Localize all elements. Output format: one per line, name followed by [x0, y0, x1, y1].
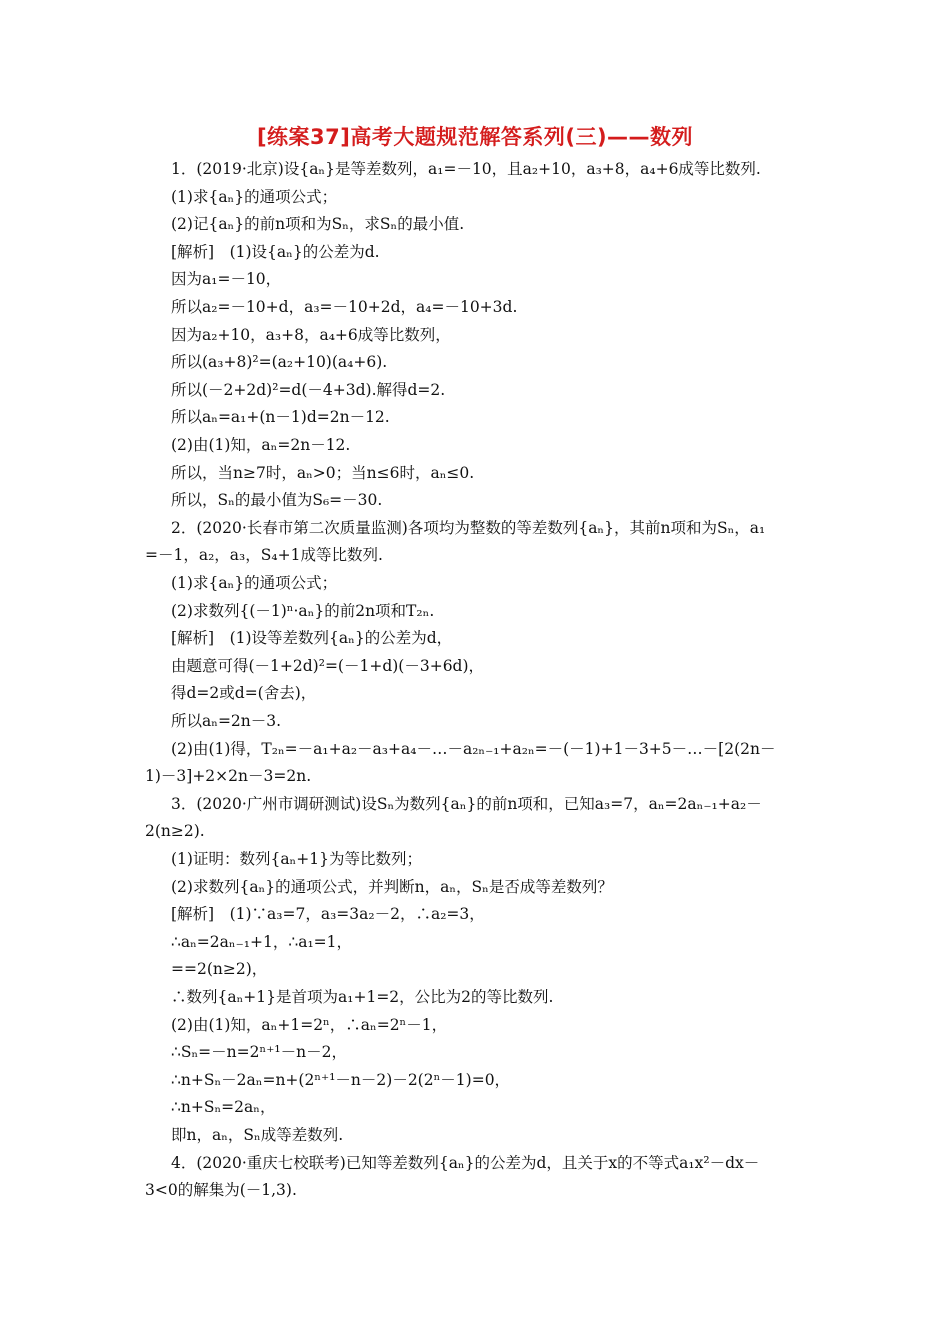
- text-line: ∴aₙ=2aₙ₋₁+1，∴a₁=1，: [171, 932, 353, 951]
- text-line: [解析] (1)∵a₃=7，a₃=3a₂－2，∴a₂=3，: [171, 905, 485, 924]
- text-line: (2)记{aₙ}的前n项和为Sₙ，求Sₙ的最小值.: [171, 215, 465, 234]
- text-line: 因为a₁=－10，: [171, 270, 282, 289]
- text-line: 1．(2019·北京)设{aₙ}是等差数列，a₁=－10，且a₂+10，a₃+8，a₄+6成等比数列.: [171, 160, 761, 178]
- text-line: 2．(2020·长春市第二次质量监测)各项均为整数的等差数列{aₙ}，其前n项和为Sₙ，a₁: [171, 518, 766, 537]
- text-line: 所以a₂=－10+d，a₃=－10+2d，a₄=－10+3d.: [171, 298, 518, 316]
- text-line: (2)由(1)得，T₂ₙ=－a₁+a₂－a₃+a₄－…－a₂ₙ₋₁+a₂ₙ=－(－1)+1－3+5－…－[2(2n－: [171, 739, 776, 758]
- text-line: 所以，当n≥7时，aₙ>0；当n≤6时，aₙ≤0.: [171, 463, 475, 482]
- text-line: [解析] (1)设等差数列{aₙ}的公差为d，: [171, 629, 453, 648]
- text-line: (2)求数列{aₙ}的通项公式，并判断n，aₙ，Sₙ是否成等差数列？: [171, 877, 613, 896]
- text-line: [解析] (1)设{aₙ}的公差为d.: [171, 242, 380, 261]
- text-line: 3．(2020·广州市调研测试)设Sₙ为数列{aₙ}的前n项和，已知a₃=7，aₙ=2aₙ₋₁+a₂－: [171, 794, 762, 813]
- text-line: 所以(a₃+8)²=(a₂+10)(a₄+6).: [171, 353, 388, 372]
- text-line: 由题意可得(－1+2d)²=(－1+d)(－3+6d)，: [171, 656, 485, 675]
- page-title: [练案37]高考大题规范解答系列(三)——数列: [256, 125, 694, 149]
- text-line: (1)求{aₙ}的通项公式；: [171, 574, 338, 592]
- text-line: ∴n+Sₙ－2aₙ=n+(2ⁿ⁺¹－n－2)－2(2ⁿ－1)=0，: [171, 1070, 511, 1089]
- text-line: ∴Sₙ=－n=2ⁿ⁺¹－n－2，: [171, 1043, 347, 1062]
- text-line: =－1，a₂，a₃，S₄+1成等比数列.: [145, 546, 383, 565]
- text-line: 1)－3]+2×2n－3=2n.: [145, 767, 312, 786]
- text-line: 得d=2或d=(舍去)，: [171, 684, 317, 703]
- text-line: 2(n≥2).: [145, 822, 205, 841]
- text-line: ∴数列{aₙ+1}是首项为a₁+1=2，公比为2的等比数列.: [171, 988, 554, 1006]
- text-line: 所以aₙ=2n－3.: [171, 712, 282, 730]
- text-line: 所以(－2+2d)²=d(－4+3d).解得d=2.: [171, 380, 446, 399]
- text-line: (2)求数列{(－1)ⁿ·aₙ}的前2n项和T₂ₙ.: [171, 601, 435, 620]
- text-line: ==2(n≥2)，: [171, 960, 268, 979]
- text-line: 所以aₙ=a₁+(n－1)d=2n－12.: [171, 408, 390, 427]
- text-line: 所以，Sₙ的最小值为S₆=－30.: [171, 491, 383, 510]
- text-line: ∴n+Sₙ=2aₙ，: [171, 1098, 276, 1117]
- text-line: 3<0的解集为(－1,3).: [145, 1181, 297, 1200]
- text-line: (1)证明：数列{aₙ+1}为等比数列；: [171, 850, 422, 868]
- text-line: 因为a₂+10，a₃+8，a₄+6成等比数列，: [171, 325, 451, 344]
- text-line: (2)由(1)知，aₙ=2n－12.: [171, 436, 351, 454]
- text-line: (1)求{aₙ}的通项公式；: [171, 187, 338, 206]
- text-line: 4．(2020·重庆七校联考)已知等差数列{aₙ}的公差为d，且关于x的不等式a₁x²－dx－: [171, 1153, 760, 1172]
- text-line: 即n，aₙ，Sₙ成等差数列.: [171, 1126, 344, 1144]
- text-line: (2)由(1)知，aₙ+1=2ⁿ，∴aₙ=2ⁿ－1，: [171, 1015, 448, 1034]
